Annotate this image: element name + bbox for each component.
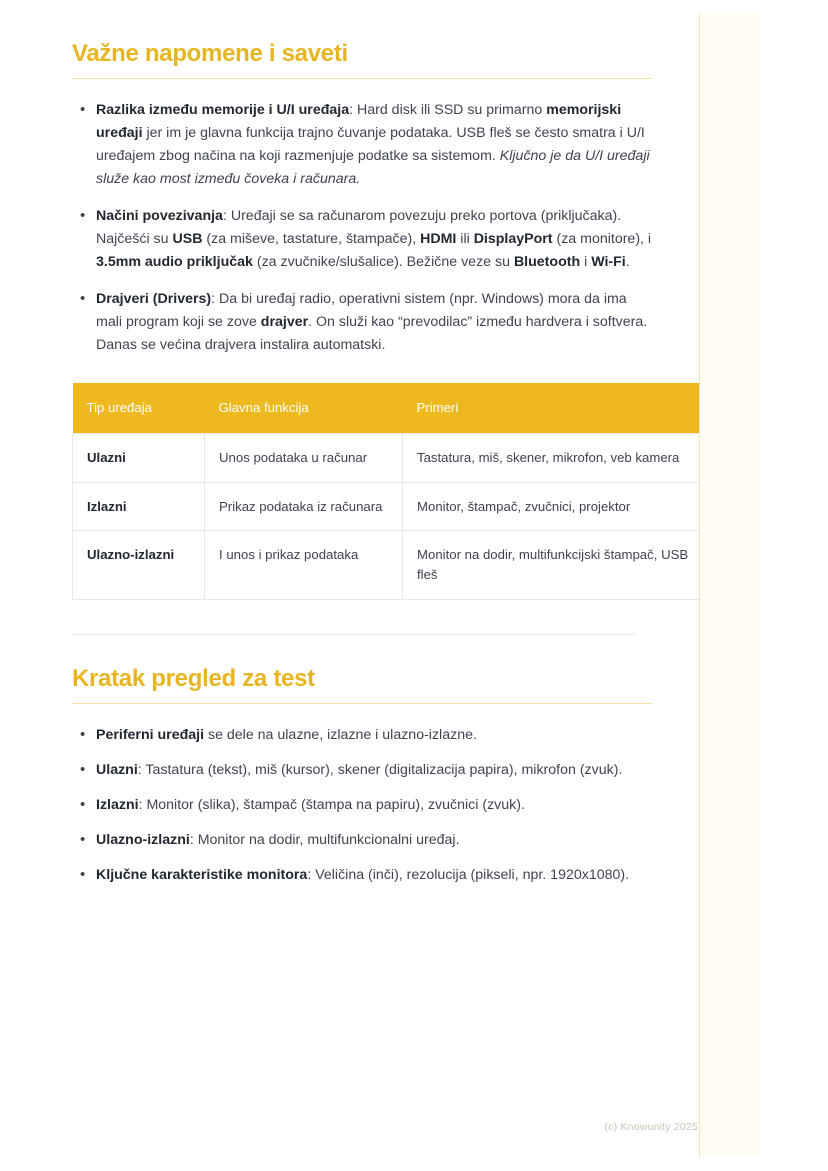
device-types-table (72, 383, 720, 600)
text-run: : Hard disk ili SSD su primarno (349, 102, 547, 118)
table-cell: Unos podataka u računar (205, 433, 403, 482)
text-run: se dele na ulazne, izlazne i ulazno-izlazne. (204, 727, 477, 743)
table-cell: I unos i prikaz podataka (205, 531, 403, 600)
page-content (48, 14, 700, 1157)
list-item (94, 864, 652, 887)
table-header-cell: Glavna funkcija (205, 383, 403, 433)
title-divider (72, 703, 652, 704)
list-item (94, 724, 652, 747)
text-run: . On služi kao “prevodilac” između hardvera i softvera. Danas se većina drajvera instalira automatski. (96, 314, 648, 353)
text-run: Načini povezivanja (96, 208, 223, 224)
page-right-margin (699, 14, 760, 1157)
table-cell: Izlazni (73, 482, 205, 531)
section-title-summary: Kratak pregled za test (72, 665, 315, 692)
text-run: (za zvučnike/slušalice). Bežične veze su (252, 254, 514, 270)
table-row (73, 482, 720, 531)
text-run: jer im je glavna funkcija trajno čuvanje podataka. USB fleš se često smatra i U/I uređajem zbog načina na koji razmenjuje podatke sa sistemom. (96, 125, 645, 164)
table-cell: Prikaz podataka iz računara (205, 482, 403, 531)
text-run: Ključno je da U/I uređaji služe kao most između čoveka i računara. (96, 148, 650, 187)
list-item (94, 99, 652, 191)
title-divider (72, 78, 652, 79)
table-row (73, 433, 720, 482)
list-item (94, 829, 652, 852)
notes-list (72, 99, 652, 357)
copyright-footer: (c) Knowunity 2025 (604, 1121, 698, 1133)
table-cell: Monitor na dodir, multifunkcijski štampač, USB fleš (403, 531, 720, 600)
text-run: Ključne karakteristike monitora (96, 867, 308, 883)
text-run: . (625, 254, 630, 270)
page-title: Važne napomene i saveti (72, 40, 348, 67)
text-run: : Tastatura (tekst), miš (kursor), skener (digitalizacija papira), mikrofon (zvuk). (137, 762, 623, 778)
text-run: : Monitor na dodir, multifunkcionalni uređaj. (189, 832, 460, 848)
text-run: Ulazno-izlazni (96, 832, 190, 848)
text-run: Bluetooth (513, 254, 581, 270)
list-item (94, 288, 652, 357)
text-run: (za monitore), i (552, 231, 652, 247)
summary-section (72, 665, 652, 887)
list-item (94, 205, 652, 274)
text-run: Wi-Fi (591, 254, 626, 270)
text-run: : Uređaji se sa računarom povezuju preko portova (priključaka). Najčešći su (96, 208, 622, 247)
text-run: ili (456, 231, 474, 247)
text-run: memorijski uređaji (96, 102, 622, 141)
text-run: Ulazni (96, 762, 138, 778)
summary-list (72, 724, 652, 887)
section-divider (72, 634, 635, 635)
table-header-cell: Primeri (403, 383, 720, 433)
text-run: drajver (260, 314, 309, 330)
table-cell: Ulazno-izlazni (73, 531, 205, 600)
text-run: : Da bi uređaj radio, operativni sistem (npr. Windows) mora da ima mali program koji se zove (96, 291, 627, 330)
text-run: Razlika između memorije i U/I uređaja (96, 102, 350, 118)
text-run: Periferni uređaji (96, 727, 205, 743)
list-item (94, 794, 652, 817)
table-header-cell: Tip uređaja (73, 383, 205, 433)
document-page (48, 14, 760, 1157)
text-run: DisplayPort (473, 231, 553, 247)
list-item (94, 759, 652, 782)
table-row (73, 531, 720, 600)
table-cell: Ulazni (73, 433, 205, 482)
text-run: HDMI (420, 231, 457, 247)
text-run: USB (172, 231, 203, 247)
text-run: : Veličina (inči), rezolucija (pikseli, npr. 1920x1080). (307, 867, 630, 883)
text-run: (za miševe, tastature, štampače), (202, 231, 421, 247)
text-run: Izlazni (96, 797, 139, 813)
text-run: i (580, 254, 592, 270)
text-run: : Monitor (slika), štampač (štampa na papiru), zvučnici (zvuk). (138, 797, 525, 813)
text-run: Drajveri (Drivers) (96, 291, 212, 307)
table-cell: Monitor, štampač, zvučnici, projektor (403, 482, 720, 531)
text-run: 3.5mm audio priključak (96, 254, 253, 270)
table-header-row (73, 383, 720, 433)
table-cell: Tastatura, miš, skener, mikrofon, veb kamera (403, 433, 720, 482)
